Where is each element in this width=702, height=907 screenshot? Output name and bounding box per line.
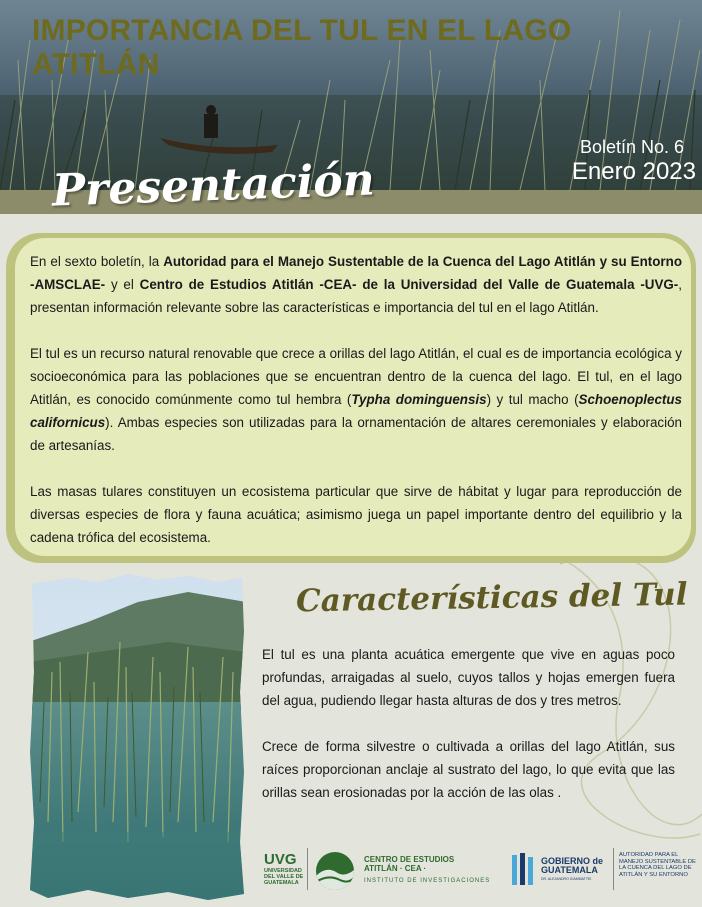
presentacion-heading: Presentación [51, 154, 376, 217]
logo-divider [307, 848, 308, 890]
gobierno-logo-subtitle: DR. ALEJANDRO GIAMMATTEI [541, 877, 592, 881]
cea-logo-name: CENTRO DE ESTUDIOS ATITLÁN · CEA · [364, 855, 455, 873]
uvg-logo-subtitle: UNIVERSIDAD DEL VALLE DE GUATEMALA [264, 868, 304, 886]
caracteristicas-paragraph-1: El tul es una planta acuática emergente que vive en aguas poco profundas, arraigadas al suelo, cuyos tallos y hojas emergen fuera del agua, pudiendo llegar hasta alturas de dos y tres metros. [262, 647, 675, 708]
presentacion-paragraph-2 [30, 342, 682, 457]
species-schoenoplectus: Schoenoplectus californicus [30, 392, 682, 430]
bulletin-date: Enero 2023 [571, 158, 696, 185]
amsclae-name: Autoridad para el Manejo Sustentable de la Cuenca del Lago Atitlán y su Entorno -AMSCLAE- [30, 254, 682, 292]
cea-logo-icon [316, 852, 354, 890]
cea-uvg-name: Centro de Estudios Atitlán -CEA- de la Universidad del Valle de Guatemala -UVG- [139, 277, 679, 292]
presentacion-paragraph-3: Las masas tulares constituyen un ecosistema particular que sirve de hábitat y lugar para reproducción de diversas especies de flora y fauna acuática; asimismo juega un papel importante dentro del equilibrio y la cadena trófica del ecosistema. [30, 484, 682, 545]
cea-logo-institute: INSTITUTO DE INVESTIGACIONES [364, 878, 491, 884]
p1-text-e: , presentan información relevante sobre las características e importancia del tul en el lago Atitlán. [30, 277, 682, 315]
caracteristicas-paragraph-2: Crece de forma silvestre o cultivada a orillas del lago Atitlán, sus raíces proporcionan anclaje al sustrato del lago, lo que evita que las orillas sean erosionadas por la acción de las olas . [262, 739, 675, 800]
uvg-logo-text: UVG [264, 851, 297, 868]
presentacion-paragraph-1 [30, 250, 682, 319]
p2-text-a: El tul es un recurso natural renovable que crece a orillas del lago Atitlán, el cual es de importancia ecológica y socioeconómica para las poblaciones que se encuentran dentro de la cuenca del lago. El tul, en el lago Atitlán, es conocido comúnmente como tul hembra ( [30, 346, 682, 407]
caracteristicas-text [262, 643, 675, 827]
p2-text-e: ). Ambas especies son utilizadas para la ornamentación de altares ceremoniales y elaboración de artesanías. [30, 415, 682, 453]
p1-text-a: En el sexto boletín, la [30, 254, 164, 269]
caracteristicas-heading: Características del Tul [295, 576, 688, 620]
p2-text-c: ) y tul macho ( [486, 392, 579, 407]
species-typha: Typha dominguensis [351, 392, 487, 407]
gobierno-logo-name: GOBIERNO de GUATEMALA [541, 856, 604, 875]
page-title: IMPORTANCIA DEL TUL EN EL LAGO ATITLÁN [32, 14, 572, 81]
tul-photo [28, 572, 246, 902]
gobierno-logo-icon [512, 851, 538, 887]
amsclae-logo-text: AUTORIDAD PARA EL MANEJO SUSTENTABLE DE LA CUENCA DEL LAGO DE ATITLÁN Y SU ENTORNO [619, 852, 696, 878]
presentacion-text [30, 250, 682, 572]
bulletin-number: Boletín No. 6 [579, 137, 684, 157]
p1-text-c: y el [105, 277, 140, 292]
logo-divider-2 [613, 848, 614, 890]
